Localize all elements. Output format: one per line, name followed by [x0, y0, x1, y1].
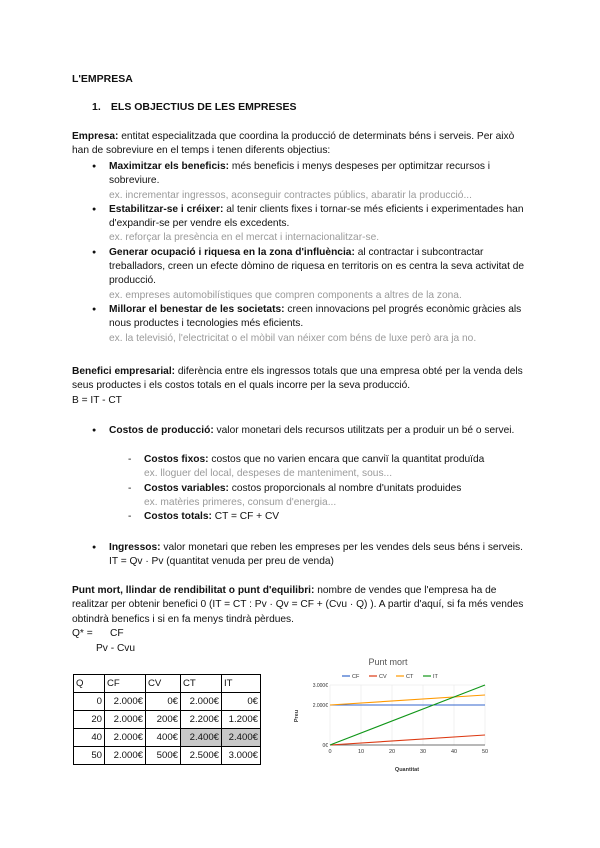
objective-text: al contractar i subcontractar treballadors, creen un efecte dòmino de riquesa en territoris on es centra la seva activitat de producció.: [109, 246, 525, 287]
punt-mort-definition: [72, 584, 532, 627]
table-cell: 1.200€: [222, 711, 261, 729]
section-number: 1.: [92, 101, 101, 113]
y-tick-label: 3.000€: [312, 683, 328, 689]
list-item: [92, 424, 532, 438]
objectives-list: [92, 160, 532, 346]
list-item: [128, 510, 528, 524]
break-even-chart: [290, 655, 500, 773]
formula-numerator: CF: [110, 628, 124, 639]
x-tick-label: 30: [419, 749, 427, 755]
x-tick-label: 50: [481, 749, 489, 755]
table-header-cell: CF: [105, 675, 146, 693]
section-heading: [92, 101, 296, 113]
empresa-term: Empresa:: [72, 131, 119, 142]
chart-x-ticks: [328, 749, 488, 755]
punt-mort-text: nombre de vendes que l'empresa ha de realitzar per obtenir benefici 0 (IT = CT : Pv · Qv = CF + (Cvu · Q) ). A partir d'aquí, si fa més vendes obtindrà benefics i si en fa menys tindrà pèrdues.: [72, 585, 524, 625]
objective-example: ex. la televisió, l'electricitat o el mòbil van néixer com béns de luxe però ara ja no.: [109, 332, 477, 344]
list-item: [92, 160, 532, 203]
series-line-ct: [330, 695, 485, 705]
table-cell: 0€: [222, 693, 261, 711]
table-row: [74, 729, 261, 747]
objective-example: ex. empreses automobilístiques que compren components a altres de la zona.: [109, 289, 462, 301]
cost-example: ex. lloguer del local, despeses de manteniment, sous...: [144, 468, 393, 480]
table-cell: 400€: [146, 729, 181, 747]
legend-label-it: IT: [433, 674, 438, 680]
costos-text: valor monetari dels recursos utilitzats per a produir un bé o servei.: [213, 425, 515, 436]
benefici-definition: [72, 365, 532, 408]
formula-denominator: Pv - Cvu: [96, 643, 136, 654]
objective-text: més beneficis i menys despeses per optimitzar recursos i sobreviure.: [109, 161, 491, 187]
chart-y-ticks: [313, 683, 329, 749]
table-cell: 500€: [146, 747, 181, 765]
chart-legend: [342, 674, 439, 680]
objective-term: Millorar el benestar de les societats:: [109, 303, 285, 315]
table-cell: 40: [74, 729, 105, 747]
table-cell: 2.000€: [105, 711, 146, 729]
objective-text: al tenir clients fixes i tornar-se més eficients i experimentades han d'expandir-se per vendre els excedents.: [109, 203, 524, 230]
objective-text: creen innovacions pel progrés econòmic gràcies als nous productes i tecnologies més eficients.: [109, 303, 522, 330]
x-tick-label: 40: [450, 749, 458, 755]
costos-sublist: [128, 453, 528, 524]
list-item: [92, 203, 532, 246]
table-cell-highlighted: 2.400€: [181, 729, 222, 747]
table-cell: 2.000€: [105, 693, 146, 711]
legend-label-ct: CT: [406, 674, 414, 680]
chart-title: Punt mort: [368, 657, 408, 667]
x-tick-label: 0: [328, 749, 332, 755]
punt-mort-term: Punt mort, llindar de rendibilitat o punt d'equilibri:: [72, 585, 315, 596]
objective-term: Generar ocupació i riquesa en la zona d'influència:: [109, 246, 355, 258]
table-header-cell: IT: [222, 675, 261, 693]
objective-example: ex. incrementar ingressos, aconseguir contractes públics, abaratir la producció...: [109, 189, 472, 201]
legend-label-cv: CV: [379, 674, 387, 680]
list-item: [128, 453, 528, 482]
y-tick-label: 2.000€: [312, 703, 328, 709]
legend-label-cf: CF: [352, 674, 360, 680]
table-cell: 2.500€: [181, 747, 222, 765]
benefici-text: diferència entre els ingressos totals que una empresa obté per la venda dels seus productes i els costos totals en el quals incorre per la seva producció.: [72, 366, 523, 392]
list-item: [92, 541, 532, 570]
table-row: [74, 711, 261, 729]
chart-y-label: Preu: [294, 709, 300, 723]
table-cell: 200€: [146, 711, 181, 729]
table-header-cell: Q: [74, 675, 105, 693]
benefici-formula: B = IT - CT: [72, 394, 122, 406]
ingressos-list: [92, 541, 532, 570]
costos-term: Costos de producció:: [109, 425, 214, 436]
cost-text: CT = CF + CV: [211, 511, 280, 523]
formula-left: Q* =: [72, 628, 93, 639]
benefici-term: Benefici empresarial:: [72, 366, 176, 377]
empresa-text: entitat especialitzada que coordina la producció de determinats béns i serveis. Per això han de sobreviure en el temps i tenen diferents objectius:: [72, 131, 515, 157]
table-cell: 2.200€: [181, 711, 222, 729]
objective-example: ex. reforçar la presència en el mercat i internacionalitzar-se.: [109, 232, 380, 244]
x-tick-label: 10: [357, 749, 365, 755]
objective-term: Estabilitzar-se i créixer:: [109, 203, 224, 215]
y-tick-label: 0€: [322, 743, 328, 749]
ingressos-term: Ingressos:: [109, 542, 161, 553]
table-row: [74, 747, 261, 765]
list-item: [92, 303, 532, 346]
table-cell-highlighted: 2.400€: [222, 729, 261, 747]
cost-text: costos proporcionals al nombre d'unitats produides: [228, 482, 462, 494]
list-item: [92, 246, 532, 303]
objective-term: Maximitzar els beneficis:: [109, 161, 230, 172]
table-cell: 3.000€: [222, 747, 261, 765]
table-cell: 50: [74, 747, 105, 765]
ingressos-text: valor monetari que reben les empreses per les vendes dels seus béns i serveis. IT = Qv · Pv (quantitat venuda per preu de venda): [109, 542, 523, 568]
table-cell: 0: [74, 693, 105, 711]
costos-list: [92, 424, 532, 438]
cost-term: Costos fixos:: [144, 454, 209, 465]
table-cell: 0€: [146, 693, 181, 711]
cost-text: costos que no varien encara que canviï la quantitat produïda: [208, 454, 485, 465]
x-tick-label: 20: [388, 749, 396, 755]
table-cell: 20: [74, 711, 105, 729]
section-title: ELS OBJECTIUS DE LES EMPRESES: [110, 101, 297, 113]
table-cell: 2.000€: [181, 693, 222, 711]
table-header-cell: CV: [146, 675, 181, 693]
table-row: [74, 693, 261, 711]
list-item: [128, 482, 528, 511]
cost-example: ex. matèries primeres, consum d'energia...: [144, 496, 337, 508]
cost-term: Costos totals:: [144, 511, 212, 523]
table-cell: 2.000€: [105, 747, 146, 765]
table-header-row: [74, 675, 261, 693]
empresa-definition: [72, 130, 532, 159]
chart-series: [330, 685, 485, 745]
document-title: L'EMPRESA: [72, 73, 133, 85]
cost-term: Costos variables:: [144, 482, 229, 494]
chart-x-label: Quantitat: [394, 767, 420, 773]
table-cell: 2.000€: [105, 729, 146, 747]
costs-table: [73, 674, 261, 765]
table-header-cell: CT: [181, 675, 222, 693]
